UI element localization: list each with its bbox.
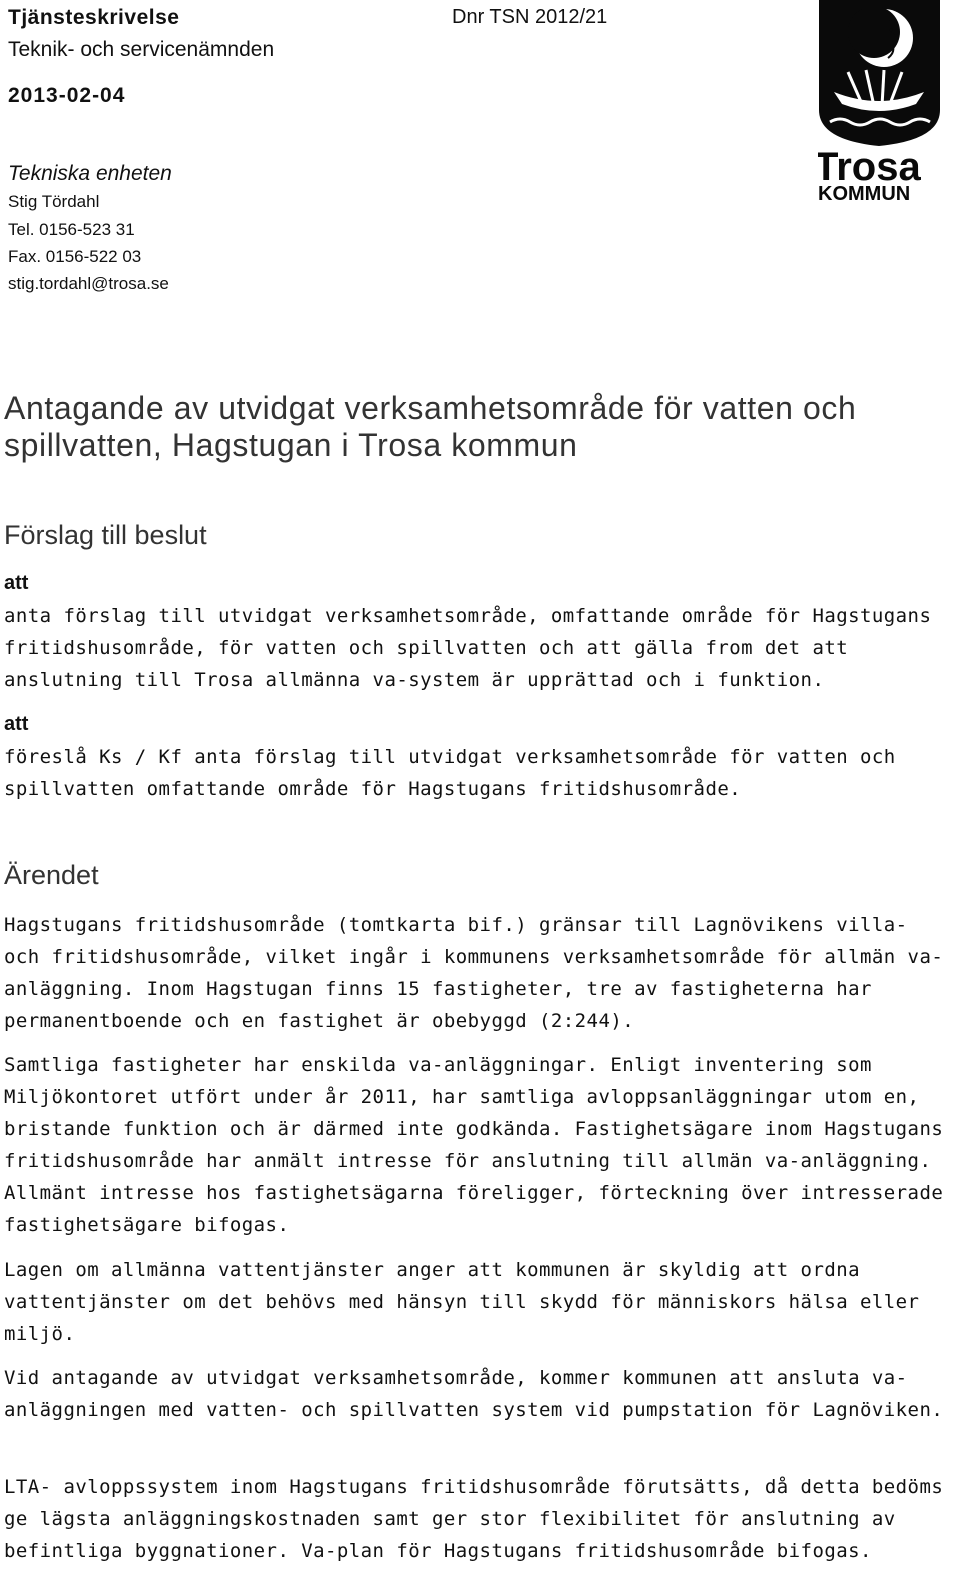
matter-paragraph-2: Samtliga fastigheter har enskilda va-anläggningar. Enligt inventering som Miljökontoret utfört under år 2011, har samtliga avloppsanläggningar utom en, bristande funktion och är därmed inte godkända. Fastighetsägare inom Hagstugans fritidshusområde har anmält intresse för anslutning till allmän va-anläggning. Allmänt intresse hos fastighetsägarna föreligger, förteckning över intresserade fastighetsägare bifogas. bbox=[4, 1054, 944, 1236]
diary-number: Dnr TSN 2012/21 bbox=[452, 6, 608, 28]
document-date: 2013-02-04 bbox=[8, 84, 126, 107]
matter-paragraph-3: Lagen om allmänna vattentjänster anger att kommunen är skyldig att ordna vattentjänster om det behövs med hänsyn till skydd för människors hälsa eller miljö. bbox=[4, 1259, 920, 1345]
matter-paragraph-1: Hagstugans fritidshusområde (tomtkarta bif.) gränsar till Lagnövikens villa- och fritidshusområde, vilket ingår i kommunens verksamhetsområde för allmän va-anläggning. Inom Hagstugan finns 15 fastigheter, tre av fastigheterna har permanentboende och en fastighet är obebyggd (2:244). bbox=[4, 914, 944, 1032]
matter-heading: Ärendet bbox=[4, 860, 99, 890]
matter-paragraph-5: LTA- avloppssystem inom Hagstugans fritidshusområde förutsätts, då detta bedöms ge lägsta anläggningskostnaden samt ger stor flexibilitet för anslutning av befintliga byggnationer. Va-plan för Hagstugans fritidshusområde bifogas. bbox=[4, 1476, 944, 1562]
sender-email: stig.tordahl@trosa.se bbox=[8, 274, 169, 293]
sender-fax: Fax. 0156-522 03 bbox=[8, 247, 142, 266]
sender-name: Stig Tördahl bbox=[8, 192, 100, 211]
page-title: Antagande av utvidgat verksamhetsområde för vatten och spillvatten, Hagstugan i Trosa kommun bbox=[4, 390, 857, 463]
matter-paragraph-4: Vid antagande av utvidgat verksamhetsområde, kommer kommunen att ansluta va-anläggningen med vatten- och spillvatten system vid pumpstation för Lagnöviken. bbox=[4, 1367, 944, 1421]
proposal-heading: Förslag till beslut bbox=[4, 520, 207, 550]
proposal-item-2-text: föreslå Ks / Kf anta förslag till utvidgat verksamhetsområde för vatten och spillvatten omfattande område för Hagstugans fritidshusområde. bbox=[4, 746, 896, 800]
trosa-coat-of-arms-icon bbox=[818, 0, 960, 205]
logo-brand-bottom: KOMMUN bbox=[818, 183, 911, 205]
committee-name: Teknik- och servicenämnden bbox=[8, 38, 275, 61]
proposal-item-1-label: att bbox=[4, 572, 29, 594]
municipality-logo bbox=[818, 0, 960, 205]
sender-tel: Tel. 0156-523 31 bbox=[8, 220, 135, 239]
document-type: Tjänsteskrivelse bbox=[8, 6, 180, 29]
proposal-item-1-text: anta förslag till utvidgat verksamhetsområde, omfattande område för Hagstugans fritidshusområde, för vatten och spillvatten och att gälla from det att anslutning till Trosa allmänna va-system är upprättad och i funktion. bbox=[4, 605, 932, 691]
logo-brand-top: Trosa bbox=[818, 145, 921, 189]
sender-unit: Tekniska enheten bbox=[8, 162, 172, 185]
proposal-item-2-label: att bbox=[4, 713, 29, 735]
